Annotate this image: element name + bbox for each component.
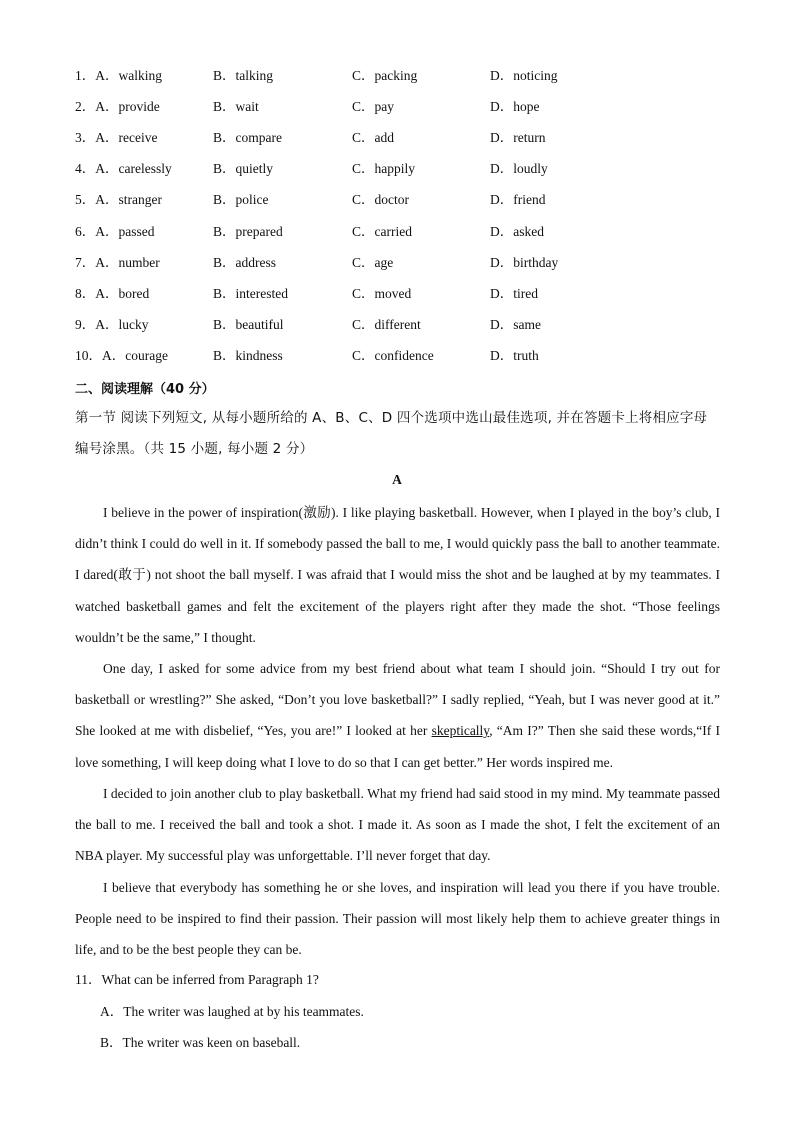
option-c: C．confidence bbox=[352, 347, 434, 363]
question-number: 1． bbox=[75, 68, 96, 83]
option-row bbox=[75, 128, 735, 148]
option-a-text: A．number bbox=[95, 254, 160, 270]
option-a-text: A．provide bbox=[95, 99, 160, 115]
option-b: B．kindness bbox=[213, 347, 283, 363]
paragraph-2-text-start: One day, I asked for some advice from my best friend about what team I should join. “Should I try out for basketball or wrestling?” She asked, “Don’t you love basketball?” I sadly replied, “Yeah, but I was never good at it.” She looked at me with disbelief, “Yes, you are!” I looked at her bbox=[75, 661, 720, 739]
option-d: D．hope bbox=[490, 99, 540, 115]
option-d: D．loudly bbox=[490, 161, 548, 177]
option-a bbox=[75, 315, 149, 335]
option-d: D．birthday bbox=[490, 254, 559, 270]
option-d: D．friend bbox=[490, 192, 546, 208]
option-row bbox=[75, 97, 735, 117]
option-a-text: A．walking bbox=[95, 68, 162, 83]
passage-paragraph-1: I believe in the power of inspiration(激励). I like playing basketball. However, when I played in the boy’s club, I didn’t think I could do well in it. If somebody passed the ball to me, I would quickly pass the ball to another teammate. I dared(敢于) not shoot the ball myself. I was afraid that I would miss the shot and be laughed at by my teammates. I watched basketball games and felt the excitement of the players right after they made the shot. “Those feelings wouldn’t be the same,” I thought. bbox=[75, 505, 720, 645]
option-c: C．carried bbox=[352, 223, 412, 239]
section-instruction: 第一节 阅读下列短文, 从每小题所给的 A、B、C、D 四个选项中选山最佳选项, 并在答题卡上将相应字母编号涂黑。（共 15 小题, 每小题 2 分） bbox=[75, 410, 708, 457]
option-c: C．moved bbox=[352, 285, 412, 301]
option-d: D．same bbox=[490, 316, 541, 332]
option-a-text: A．carelessly bbox=[95, 161, 172, 177]
option-b: B．quietly bbox=[213, 161, 273, 177]
option-c: C．age bbox=[352, 254, 394, 270]
option-row bbox=[75, 159, 735, 179]
option-c: C．packing bbox=[352, 68, 418, 83]
option-b: B．talking bbox=[213, 68, 273, 83]
question-11-stem: 11．What can be inferred from Paragraph 1? bbox=[75, 972, 319, 987]
option-b: B．address bbox=[213, 254, 276, 270]
question-number: 3． bbox=[75, 130, 96, 146]
option-b: B．interested bbox=[213, 285, 288, 301]
option-b: B．prepared bbox=[213, 223, 283, 239]
passage-paragraph-2 bbox=[75, 653, 720, 778]
paragraph-2-text-end: , “Am I?” Then she said these words,“If I love something, I will keep doing what I love to do so that I can get better.” Her words inspired me. bbox=[75, 723, 720, 770]
section-heading: 二、阅读理解（40 分） bbox=[75, 382, 215, 397]
option-a-text: A．bored bbox=[95, 285, 150, 301]
passage-title: A bbox=[392, 472, 402, 487]
option-b: B．beautiful bbox=[213, 316, 284, 332]
option-a-text: A．stranger bbox=[95, 192, 162, 208]
option-row bbox=[75, 346, 735, 366]
option-c: C．different bbox=[352, 316, 421, 332]
option-b: B．wait bbox=[213, 99, 259, 115]
underlined-word: skeptically bbox=[431, 723, 490, 739]
question-number: 4． bbox=[75, 161, 96, 177]
passage-paragraph-4: I believe that everybody has something he or she loves, and inspiration will lead you there if you have trouble. People need to be inspired to find their passion. Their passion will most likely help them to achieve greater things in life, and to be the best people they can be. bbox=[75, 880, 720, 958]
option-a bbox=[75, 284, 149, 304]
question-number: 2． bbox=[75, 99, 96, 115]
option-d: D．noticing bbox=[490, 68, 558, 83]
passage-paragraph-3: I decided to join another club to play basketball. What my friend had said stood in my mind. My teammate passed the ball to me. I received the ball and took a shot. I made it. As soon as I made the shot, I felt the excitement of an NBA player. My successful play was unforgettable. I’ll never forget that day. bbox=[75, 786, 720, 864]
option-a bbox=[75, 190, 162, 210]
option-a bbox=[75, 222, 155, 242]
option-a-text: A．courage bbox=[102, 347, 168, 363]
option-c: C．add bbox=[352, 130, 394, 146]
option-a-text: A．lucky bbox=[95, 316, 149, 332]
option-a-text: A．passed bbox=[95, 223, 155, 239]
option-row bbox=[75, 253, 735, 273]
option-row bbox=[75, 190, 735, 210]
option-row bbox=[75, 66, 735, 86]
option-d: D．truth bbox=[490, 347, 539, 363]
question-11-option-a: A．The writer was laughed at by his teammates. bbox=[100, 1004, 364, 1019]
option-b: B．police bbox=[213, 192, 269, 208]
option-a bbox=[75, 128, 157, 148]
option-a-text: A．receive bbox=[95, 130, 158, 146]
option-c: C．happily bbox=[352, 161, 415, 177]
question-number: 5． bbox=[75, 192, 96, 208]
option-a bbox=[75, 346, 168, 366]
option-a bbox=[75, 159, 172, 179]
option-a bbox=[75, 66, 162, 86]
option-row bbox=[75, 315, 735, 335]
option-c: C．pay bbox=[352, 99, 394, 115]
question-number: 6． bbox=[75, 223, 96, 239]
option-c: C．doctor bbox=[352, 192, 409, 208]
option-row bbox=[75, 284, 735, 304]
option-b: B．compare bbox=[213, 130, 282, 146]
question-number: 9． bbox=[75, 316, 96, 332]
question-number: 10． bbox=[75, 347, 102, 363]
option-d: D．return bbox=[490, 130, 546, 146]
option-d: D．asked bbox=[490, 223, 544, 239]
option-d: D．tired bbox=[490, 285, 538, 301]
question-11-option-b: B．The writer was keen on baseball. bbox=[100, 1035, 301, 1050]
question-number: 7． bbox=[75, 254, 96, 270]
question-number: 8． bbox=[75, 285, 96, 301]
option-a bbox=[75, 253, 160, 273]
option-row bbox=[75, 222, 735, 242]
option-a bbox=[75, 97, 160, 117]
